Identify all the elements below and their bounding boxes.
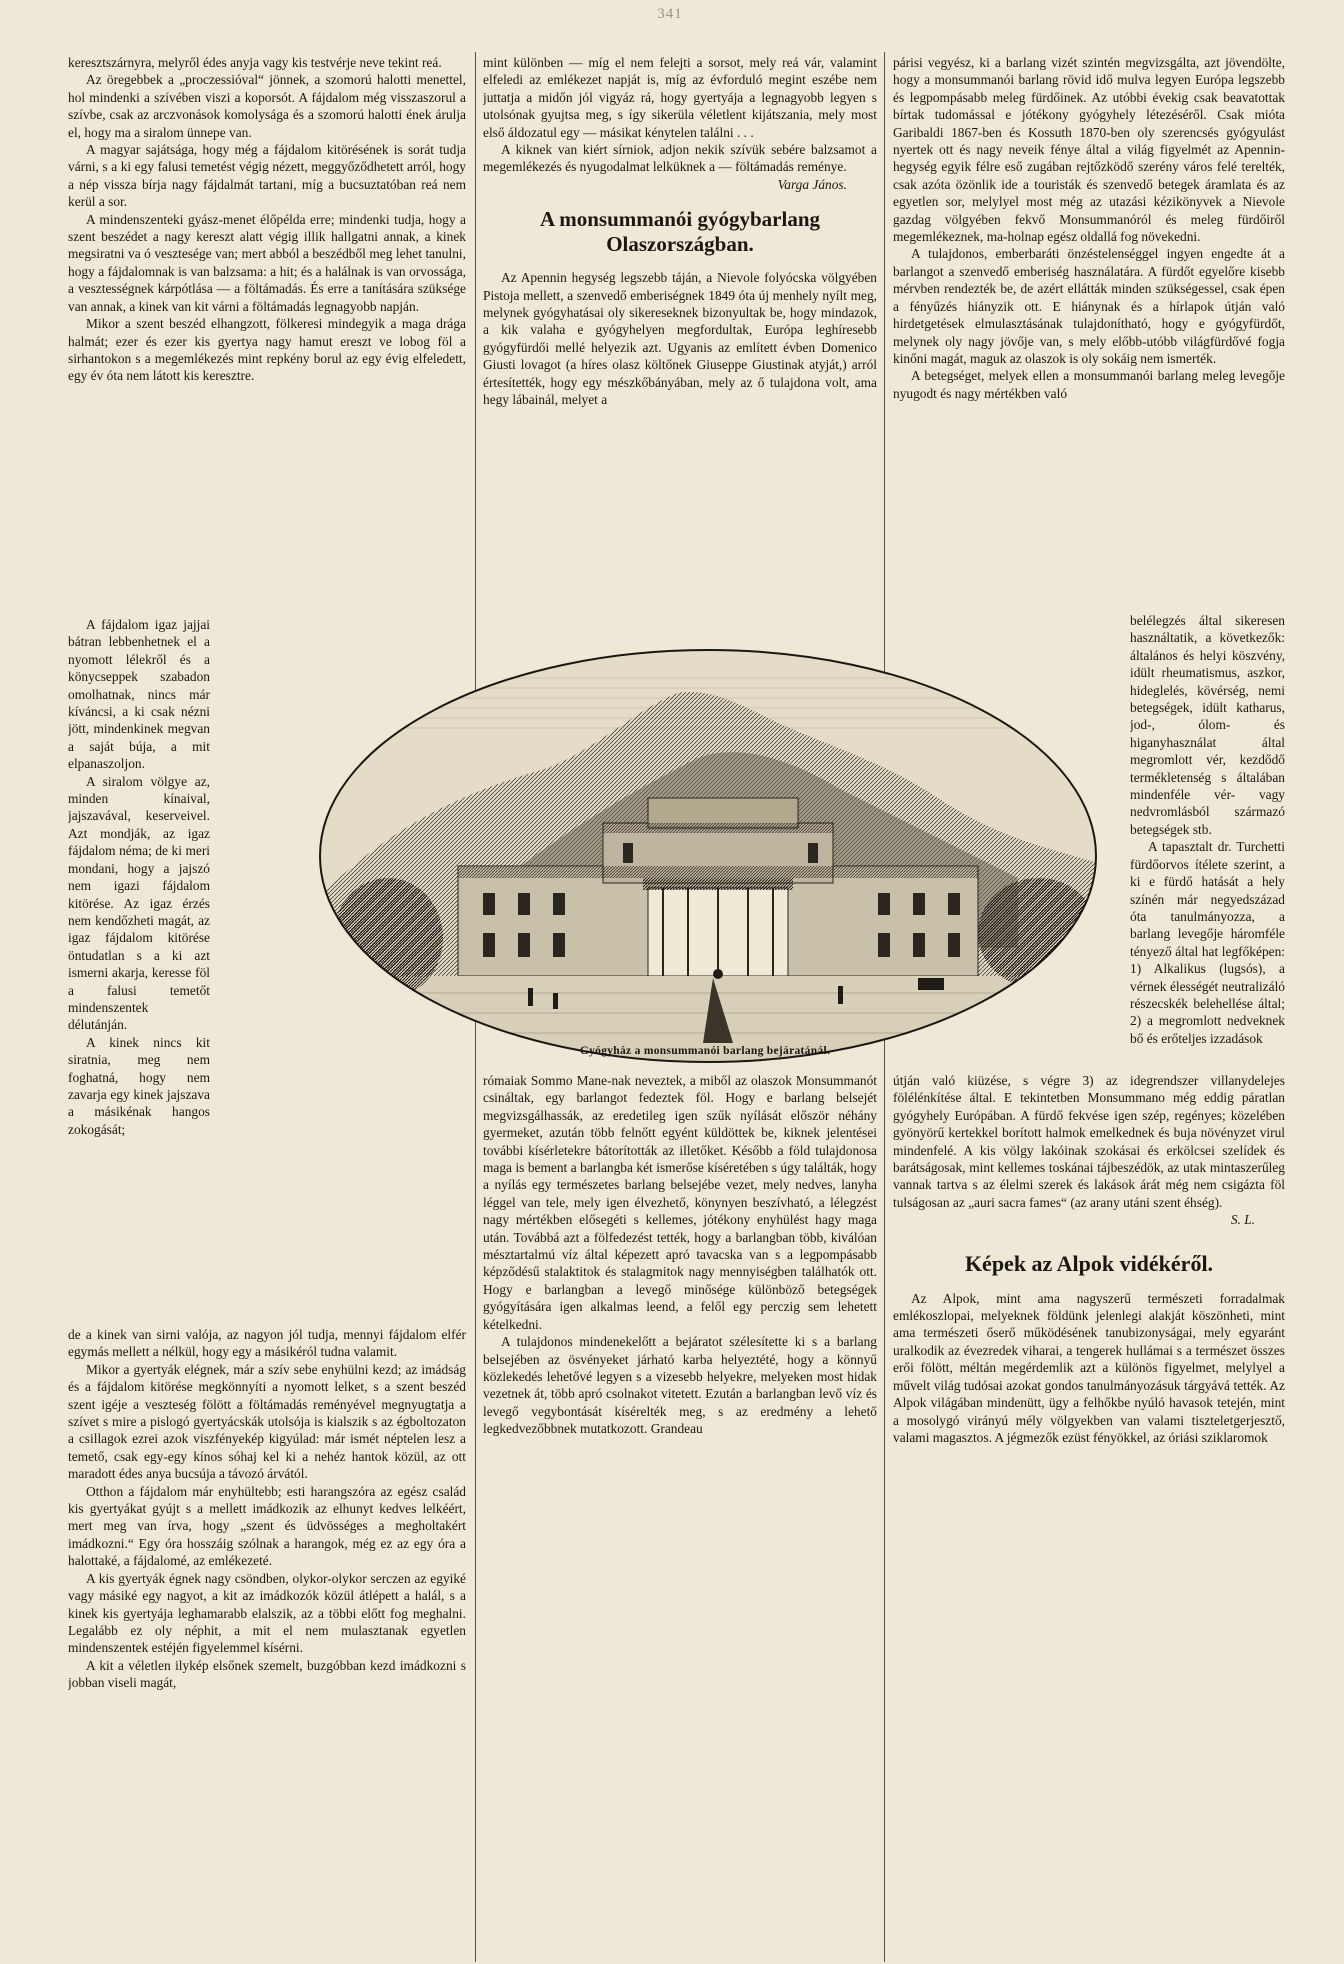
paragraph: A tulajdonos mindenekelőtt a bejáratot szélesítette ki s a barlang belsejében az ösvényeket járható karba helyeztété, hogy a könnyű közlekedés lehetővé legyen s a vizesebb helyekre, melyeken most hidak vezetnek át, több apró csolnakot vitetett. Ezután a barlangban levő víz és levegő vegybontását kísérelték meg, s az eredmény a lehető legkedvezőbbnek mutatkozott. Grandeau <box>483 1334 877 1437</box>
paragraph: Mikor a szent beszéd elhangzott, fölkeresi mindegyik a maga drága halmát; ezer és ezer kis gyertya nagy hamut ereszt ve lobog föl a sirhantokon s a megemlékezés mint repkény borul az egy évig elfeledett, egy év óta nem látott kis keresztre. <box>68 316 466 384</box>
paragraph: A kiknek van kiért sírniok, adjon nekik szívük sebére balzsamot a megemlékezés és nyugodalmat lelküknek a — föltámadás reménye. <box>483 142 877 175</box>
column-1-top <box>68 54 466 622</box>
paragraph: A magyar sajátsága, hogy még a fájdalom kitörésének is sorát tudja várni, s a ki egy falusi temetést végig nézett, meggyőződhetett arról, hogy a nép vissza bírja nagy fájdalmát tartani, míg a bucsuztatóban reá nem kerül a sor. <box>68 142 466 210</box>
paragraph: de a kinek van sirni valója, az nagyon jól tudja, mennyi fájdalom elfér egymás mellett a nélkül, hogy egy a másikéról tudna valamit. <box>68 1327 466 1360</box>
spa-building-engraving <box>318 648 1098 1064</box>
article-title: A monsummanói gyógybarlang Olaszországban. <box>539 207 821 257</box>
paragraph: Az öregebbek a „proczessióval“ jönnek, a szomorú halotti menettel, hol mindenki a szívében viszi a koporsót. A fájdalom még visszaszorul a szívbe, csak az arczvonások komolysága és a szomorú halotti ének árulja el, hogy ma a siralom ünnepe van. <box>68 72 466 140</box>
paragraph: A siralom völgye az, minden kínaival, jajszavával, keserveivel. Azt mondják, az igaz fájdalom néma; de ki meri mondani, hogy a jajszó nem igazi fájdalom kitörése. Az igaz érzés nem kendőzheti magát, az igaz fájdalom kitörése öntudatlan s a ki azt ismerni akarja, keresse föl a falusi temetőt mindenszentek délutánján. <box>68 773 210 1033</box>
page-number: 341 <box>657 6 683 22</box>
column-3-top <box>893 54 1285 614</box>
article-title: Képek az Alpok vidékéről. <box>964 1250 1214 1276</box>
paragraph: A tapasztalt dr. Turchetti fürdőorvos ítélete szerint, a ki e fürdő hatását a hely színén már negyedszázad óta tanulmányozza, a barlang levegője háromféle tényező által hat legfőképen: 1) Alkalikus (lugsós), a vérnek élességét neutralizáló részecskék belehellése által; 2) a megromlott nedveknek bő és erőteljes izzadások <box>1130 839 1285 1046</box>
engraving-caption: Gyógyház a monsummanói barlang bejáratánál. <box>579 1045 831 1057</box>
paragraph: A kinek nincs kit siratnia, meg nem foghatná, hogy nem zavarja egy kinek jajszava a másikénak hangos zokogását; <box>68 1034 210 1137</box>
paragraph: párisi vegyész, ki a barlang vizét szintén megvizsgálta, azt jövendölte, hogy a monsummanói barlang rövid idő mulva legyen Európa legszebb és legpompásabb meleg fürdőinek. Az utóbbi évekig csak beavatottak bírtak tudomással e jótékony gyógyhely létezéséről. Csak mióta Garibaldi 1867-ben és Kossuth 1870-ben oly szerencsés gyógyulást nyertek ott és nagy neveik fénye által a világ figyelmét az Apennin-hegység egyik félre eső zugában rejtőzködő szerény város felé terelték, csak azóta özönlik ide a touristák és szenvedő betegek áramlata és az egyetlen sor, melylyel most még az utazási kézikönyvek a Nievole gazdag völgyében fekvő Monsummanóról és meleg fürdőiről megemlékeznek, ma-holnap egész oldallá fog növekedni. <box>893 55 1285 245</box>
paragraph: A mindenszenteki gyász-menet élőpélda erre; mindenki tudja, hogy a szent beszédet a nagy kereszt alatt végig illik hallgatni annak, a kinek megsiratni va ó vesztesége van; mert abból a beszédből meg lehet tanulni, hogy a fájdalomnak is van balzsama: a hit; és a halálnak is van orvossága, a vesztességnek kárpótlása — a föltámadás. És erre a tanítására szüksége van annak, a kinek van kit várni a föltámadás legnagyobb napján. <box>68 211 466 314</box>
author-signature: S. L. <box>1230 1212 1255 1228</box>
column-2-top <box>483 54 877 666</box>
column-3-bottom <box>893 1072 1285 1958</box>
column-1-bottom <box>68 1326 466 1958</box>
paragraph: útján való kiüzése, s végre 3) az idegrendszer villanydelejes fölélénkítése által. E tekintetben Monsummano még eddig páratlan gyógyhely Európában. A fürdő fekvése igen szép, regényes; közelében gyönyörű kertekkel borított halmok emelkednek és buja növényzet virul mindenfelé. A kis völgy lakóinak szokásai és erkölcsei szelídek és barátságosak, mint kellemes toskánai tájbeszédök, az utak mintaszerűleg vannak tartva s az élelmi szerek és lakások árát még nem csigázta föl tulságosan az „auri sacra fames“ (az arany utáni szent éhség). <box>893 1073 1285 1210</box>
paragraph: A kis gyertyák égnek nagy csöndben, olykor-olykor serczen az egyiké vagy másiké egy nagyot, a kit az imádkozók közül átlépett a halál, s a kinek kis gyertyája leghamarabb elalszik, az a többi előtt fog meghalni. Legalább ez oly néphit, a mit el nem mulasztanak egyetlen mindenszentek estéjén figyelemmel kísérni. <box>68 1570 466 1656</box>
paragraph: rómaiak Sommo Mane-nak neveztek, a miből az olaszok Monsummanót csináltak, egy barlangot fedeztek föl. Hogy e barlang belsejét megvizsgálhassák, az eredetileg igen szűk nyílását először néhány gyermeket, azután több felnőtt egyént küldöttek be, kiknek jelentései további kísérletekre bátorították az illetőket. Később a föld tulajdonosa maga is bement a barlangba két ismerőse kíséretében s úgy találták, hogy a nyílás egy természetes barlang belsejébe vezet, mely nedves, lanyha léggel van tele, mely igen élvezhető, könynyen beszívható, a lélegzést nagy mértékben elősegéti s kellemes, jótékony enyhülést hagy maga után. Továbbá azt a fölfedezést tették, hogy a barlangban több, kiválóan mésztartalmú víz által képezett apró tavacska van s a legpompásabb képződésű stalaktitok és stalagmitok nagy mennyiségben találhatók ott. Hogy e barlangban a levegő minősége különböző betegségek gyógyítására igen alkalmas leend, a felől egy perczig sem lehetett kételkedni. <box>483 1073 877 1332</box>
paragraph: Az Alpok, mint ama nagyszerű természeti forradalmak emlékoszlopai, melyeknek földünk jelenlegi alakját köszönheti, mint ama természeti őserő működésének tanubizonyságai, mely egyaránt uralkodik az évezredek viharai, a tengerek hullámai s a természet összes erői fölött, méltán megérdemlik azt a különös figyelmet, melylyel a művelt világ tudósai azokat gondos tanulmányozásuk tárgyává tették. Az Alpok világában mindenütt, ügy a felhőkbe nyúló havasok tetején, mint a mosolygó virányú mély völgyekben van valami tiszteletgerjesztő, valami magasztos. A jégmezők ezüst fényökkel, az óriási sziklaromok <box>893 1290 1285 1445</box>
paragraph: A fájdalom igaz jajjai bátran lebbenhetnek el a nyomott lélekről és a könycseppek szabadon omolhatnak, nincs már kíváncsi, a ki csak nézni jött, mindenkinek megvan a saját búja, a mit elpanaszoljon. <box>68 617 210 772</box>
paragraph: mint különben — míg el nem felejti a sorsot, mely reá vár, valamint elfeledi az emlékezet napját is, míg az évforduló megint eszébe nem juttatja a midőn jól vigyáz rá, hogy gyertyája a legnagyobb legyen s utolsónak gyujtsa meg, s így sikerülа véletlent kijátszania, mely most első áldozatul egy — másikat kénytelen találni . . . <box>483 55 877 140</box>
paragraph: keresztszárnyra, melyről édes anyja vagy kis testvérje neve tekint reá. <box>68 55 442 70</box>
paragraph: A kit a véletlen ilykép elsőnek szemelt, buzgóbban kezd imádkozni s jobban viseli magát, <box>68 1657 466 1691</box>
author-signature: Varga János. <box>777 176 847 192</box>
paragraph: Otthon a fájdalom már enyhültebb; esti harangszóra az egész család kis gyertyákat gyújt s a mellett imádkozik az elhunyt kedves lelkéért, mert meg van írva, hogy „szent és üdvösséges a megholtakért imádkozni.“ Egy óra hosszáig szólnak a harangok, még ez az egy óra a halottaké, a fájdalomé, az emlékezeté. <box>68 1483 466 1569</box>
paragraph: Mikor a gyertyák elégnek, már a szív sebe enyhülni kezd; az imádság és a fájdalom kitörése megkönnyíti a nyomott lelket, s a szent beszéd szent igéje a veszteség fölött a föltámadás reményével megnyugtatja a szívet s mire a pislogó gyertyácskák utolsója is kialszik s az égboltozaton a csillagok ezrei azok viszfényekép kigyúlad: már ismét néptelen lesz a temető, csak egy-egy kínos sóhaj kel ki a nehéz hantok közül, az ott maradott édes anya bucsúja a távozó árvától. <box>68 1361 466 1482</box>
paragraph: Az Apennin hegység legszebb táján, a Nievole folyócska völgyében Pistoja mellett, a szenvedő emberiségnek 1849 óta új menhely nyílt meg, melynek gyógyhatásai oly sikereseknek bizonyultak be, hogy mindazok, a kik valaha e gyógyhelyen megfordultak, Európa leghíresebb gyógyfürdői mellé helyezik azt. Ugyanis az említett évben Domenico Giusti lovagot (a híres olasz költőnek Giuseppe Giustinak atyját,) arról értesítették, hogy egy mészkőbányában, mely az ő tulajdona volt, ama hegy lábainál, melyet a <box>483 270 877 408</box>
column-1-narrow <box>68 616 210 1321</box>
paragraph: belélegzés által sikeresen használtatik, a következők: általános és helyi köszvény, idült rheumatismus, aszkor, hideglelés, kövérség, nemi betegségek, idült katharus, jod-, ólom- és higanyhasználat által megromlott vér, kezdődő termékletenség s általában mindenféle vér- vagy nedvromlásból származó betegségek stb. <box>1130 613 1285 837</box>
paragraph: A tulajdonos, emberbaráti önzéstelenséggel ingyen engedte át a barlangot a szenvedő emberiség használatára. A fürdőt egyelőre kisebb mérvben rendezték be, de azért ellátták minden szükségessel, csak épen a fényűzés hiányzik ott. E hiánynak és a hírlapok útján való hirdetgetések elmulasztásának tulajdonítható, hogy e gyógyfürdőt, melynek oly nagy jövője van, s mely előbb-utóbb világfürdővé fogja kinőni magát, maguk az olaszok is oly sokáig nem ismerték. <box>893 246 1285 366</box>
paragraph: A betegséget, melyek ellen a monsummanói barlang meleg levegője nyugodt és nagy mértékben való <box>893 368 1285 401</box>
column-2-bottom <box>483 1072 877 1958</box>
